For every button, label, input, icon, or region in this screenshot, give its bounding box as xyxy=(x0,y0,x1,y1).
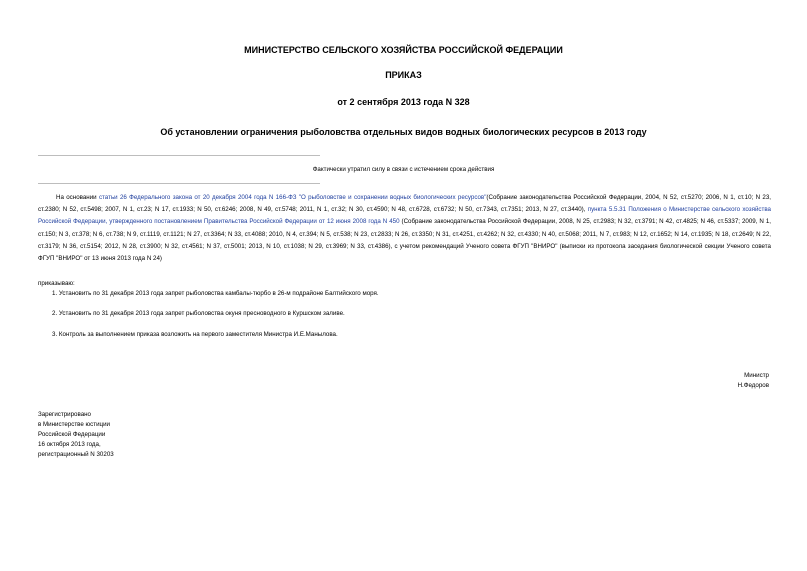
order-item-2: 2. Установить по 31 декабря 2013 года запрет рыболовства окуня пресноводного в Куршском заливе. xyxy=(52,310,345,317)
status-note: Фактически утратил силу в связи с истечением срока действия xyxy=(312,166,495,173)
doc-type-heading: ПРИКАЗ xyxy=(385,70,422,80)
registration-line-2: в Министерстве юстиции xyxy=(38,421,111,428)
signature-name: Н.Федоров xyxy=(737,382,769,389)
divider-top xyxy=(38,155,320,156)
preamble-text-2: (Собрание законодательства Российской Федерации, 2004, N 52, ст.5270; 2006, N 1, ст.10; N 23, ст.2380; N 52, ст.5498; 2007, N 1, ст.23; N 17, ст.1933; N 50, ст.6246; 2008, N 49, ст.5748; 2011, N 1, ст.32; N 30, ст.4590; N 48, ст.6728, ст.6732; N 50, ст.7343, ст.7351; 2013, N 27, ст.3440), xyxy=(38,194,771,214)
orders-word: приказываю: xyxy=(38,280,75,287)
registration-line-3: Российской Федерации xyxy=(38,431,106,438)
ministry-heading: МИНИСТЕРСТВО СЕЛЬСКОГО ХОЗЯЙСТВА РОССИЙСКОЙ ФЕДЕРАЦИИ xyxy=(244,45,563,55)
signature-position: Министр xyxy=(744,372,769,379)
law-article-link[interactable]: статьи 26 Федерального закона от 20 декабря 2004 года N 166-ФЗ "О рыболовстве и сохранении водных биологических ресурсов" xyxy=(98,194,487,201)
preamble-text-1: На основании xyxy=(56,194,99,201)
preamble-paragraph xyxy=(38,192,771,265)
order-item-3: 3. Контроль за выполнением приказа возложить на первого заместителя Министра И.Е.Манылова. xyxy=(52,331,338,338)
registration-line-4: 16 октября 2013 года, xyxy=(38,441,101,448)
registration-line-1: Зарегистрировано xyxy=(38,411,91,418)
registration-line-5: регистрационный N 30203 xyxy=(38,451,114,458)
document-title: Об установлении ограничения рыболовства отдельных видов водных биологических ресурсов в 2013 году xyxy=(160,127,647,137)
preamble-text-3: (Собрание законодательства Российской Федерации, 2008, N 25, ст.2983; N 32, ст.3791; N 42, ст.4825; N 46, ст.5337; 2009, N 1, ст.150; N 3, ст.378; N 6, ст.738; N 9, ст.1119, ст.1121; N 27, ст.3364; N 33, ст.4088; 2010, N 4, ст.394; N 5, ст.538; N 23, ст.2833; N 26, ст.3350; N 31, ст.4251, ст.4262; N 32, ст.4330; N 40, ст.5068; 2011, N 7, ст.983; N 12, ст.1652; N 14, ст.1935; N 18, ст.2649; N 22, ст.3179; N 36, ст.5154; 2012, N 28, ст.3900; N 32, ст.4561; N 37, ст.5001; 2013, N 10, ст.1038; N 29, ст.3969; N 33, ст.4386), с учетом рекомендаций Ученого совета ФГУП "ВНИРО" (выписки из протокола заседания биологической секции Ученого совета ФГУП "ВНИРО" от 13 июня 2013 года N 24) xyxy=(38,218,771,263)
date-number-heading: от 2 сентября 2013 года N 328 xyxy=(337,97,470,107)
regulation-link[interactable]: пункта 5.5.31 Положения о Министерстве сельского хозяйства Российской Федерации, утвержденного постановлением Правительства Российской Федерации от 12 июня 2008 года N 450 xyxy=(38,206,771,226)
order-item-1: 1. Установить по 31 декабря 2013 года запрет рыболовства камбалы-тюрбо в 26-м подрайоне Балтийского моря. xyxy=(52,290,379,297)
divider-bottom xyxy=(38,183,320,184)
